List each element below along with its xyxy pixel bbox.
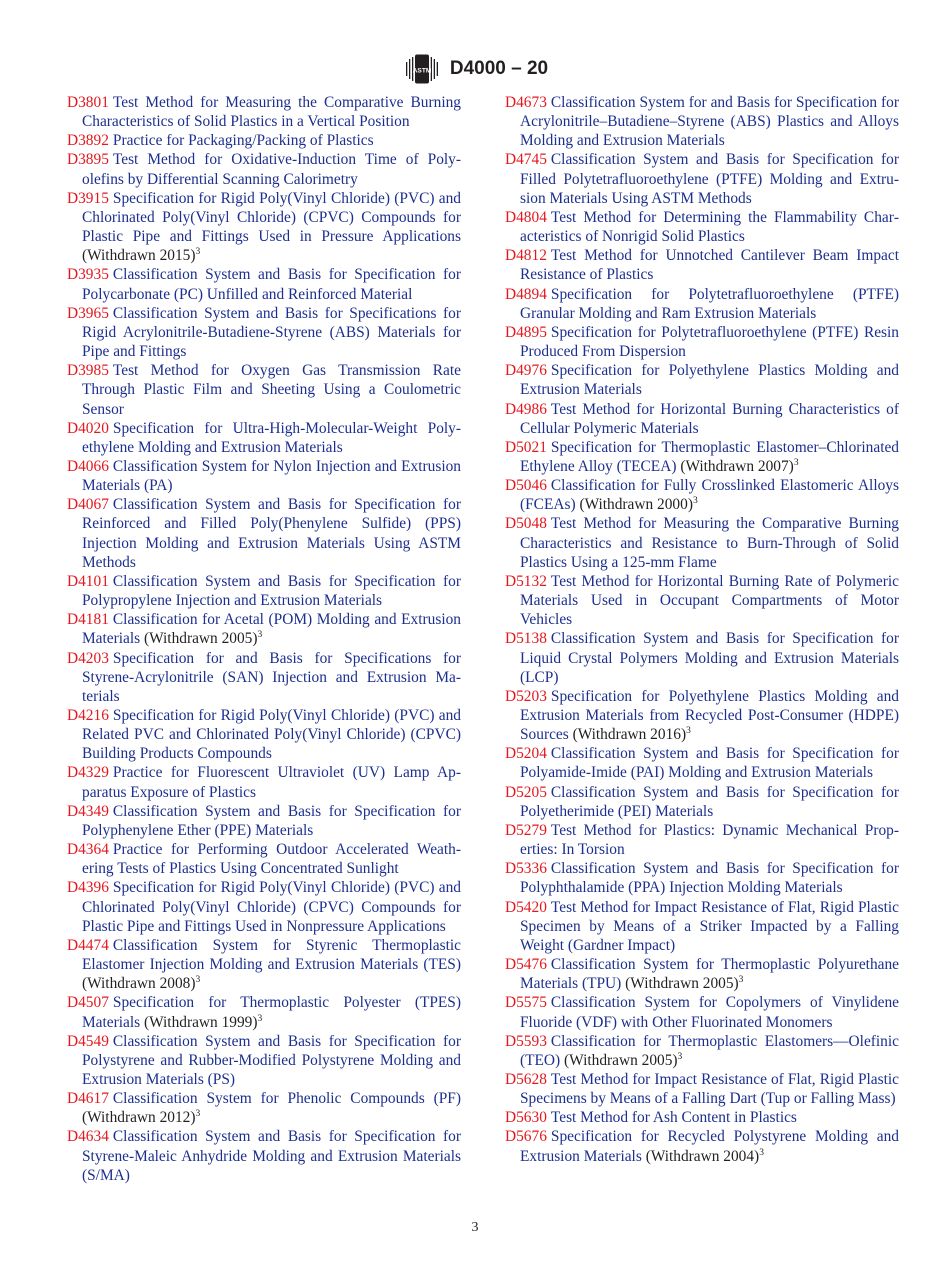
reference-code-link[interactable]: D5593: [505, 1032, 547, 1050]
reference-code-link[interactable]: D4986: [505, 400, 547, 418]
reference-entry: [67, 131, 461, 150]
withdrawn-note: (Withdrawn 2012): [82, 1109, 196, 1127]
withdrawn-note: (Withdrawn 2005): [625, 975, 739, 993]
reference-title-link[interactable]: Classification for Thermoplastic Elastomers—Olefinic (TEO): [520, 1032, 899, 1069]
reference-title-link[interactable]: Classification System for Thermoplastic Polyurethane Materials (TPU): [520, 956, 899, 993]
reference-title-link[interactable]: Specification for Ultra-High-Molecular-Weight Polyethylene Molding and Extrusion Materials: [82, 419, 461, 456]
footnote-marker: 3: [195, 975, 201, 986]
reference-code-link[interactable]: D4396: [67, 879, 109, 897]
reference-title-link[interactable]: Test Method for Measuring the Comparative Burning Characteristics and Resistance to Burn-Through of Solid Plastics Using a 125-mm Flame: [520, 515, 899, 571]
reference-title-link[interactable]: Test Method for Oxygen Gas Transmission Rate Through Plastic Film and Sheeting Using a Coulometric Sensor: [82, 362, 461, 418]
reference-code-link[interactable]: D4067: [67, 496, 109, 514]
withdrawn-note: (Withdrawn 2016): [572, 726, 687, 744]
withdrawn-note: (Withdrawn 2005): [143, 630, 258, 648]
withdrawn-note: (Withdrawn 2000): [579, 496, 693, 514]
reference-title-link[interactable]: Test Method for Unnotched Cantilever Beam Impact Resistance of Plastics: [520, 247, 899, 284]
reference-title-link[interactable]: Specification for Polytetrafluoroethylene (PTFE) Granular Molding and Ram Extrusion Materials: [520, 285, 899, 322]
footnote-marker: 3: [257, 1013, 263, 1024]
reference-code-link[interactable]: D5575: [505, 994, 547, 1012]
reference-title-link[interactable]: Classification for Acetal (POM) Molding and Extrusion Materials: [82, 611, 461, 648]
reference-entry: [67, 878, 461, 935]
reference-entry: [67, 572, 461, 610]
reference-entry: [67, 93, 461, 131]
reference-code-link[interactable]: D5336: [505, 860, 547, 878]
footnote-marker: 3: [686, 726, 691, 737]
reference-entry: [505, 783, 899, 821]
reference-title-link[interactable]: Classification System for Nylon Injection and Extrusion Materials (PA): [82, 457, 461, 495]
reference-code-link[interactable]: D4181: [67, 611, 109, 629]
reference-entry: [505, 285, 899, 323]
footnote-marker: 3: [759, 1147, 764, 1158]
reference-entry: [67, 189, 461, 266]
reference-title-link[interactable]: Specification for Thermoplastic Polyester (TPES) Materials: [82, 994, 461, 1031]
reference-entry: [505, 1032, 899, 1070]
reference-code-link[interactable]: D4066: [67, 457, 109, 475]
reference-code-link[interactable]: D5420: [505, 898, 547, 916]
reference-entry: [67, 993, 461, 1031]
reference-code-link[interactable]: D3895: [67, 151, 109, 169]
reference-title-link[interactable]: Classification System and Basis for Specification for Liquid Crystal Polymers Molding and Extrusion Materials (LCP): [520, 630, 899, 686]
withdrawn-note: (Withdrawn 1999): [143, 1013, 258, 1031]
reference-entry: [505, 629, 899, 686]
reference-title-link[interactable]: Practice for Packaging/Packing of Plastics: [112, 132, 374, 150]
reference-code-link[interactable]: D3892: [67, 132, 109, 150]
reference-title-link[interactable]: Classification for Fully Crosslinked Elastomeric Alloys (FCEAs): [520, 477, 899, 514]
reference-code-link[interactable]: D3935: [67, 266, 109, 284]
reference-title-link[interactable]: Test Method for Determining the Flammability Characteristics of Nonrigid Solid Plastics: [520, 208, 899, 246]
reference-entry: [67, 150, 461, 188]
reference-title-link[interactable]: Test Method for Horizontal Burning Characteristics of Cellular Polymeric Materials: [520, 400, 899, 437]
reference-title-link[interactable]: Classification System and Basis for Specification for Polyphthalamide (PPA) Injection Molding Materials: [520, 860, 899, 897]
reference-title-link[interactable]: Classification System for Phenolic Compounds (PF): [112, 1090, 461, 1108]
reference-code-link[interactable]: D4474: [67, 936, 109, 954]
reference-title-link[interactable]: Test Method for Oxidative-Induction Time of Polyolefins by Differential Scanning Calorimetry: [82, 151, 461, 188]
reference-code-link[interactable]: D3915: [67, 189, 109, 207]
reference-title-link[interactable]: Classification System and Basis for Specification for Filled Polytetrafluoroethylene (PTFE) Molding and Extrusion Materials Using ASTM Methods: [520, 151, 899, 207]
footnote-marker: 3: [195, 247, 201, 258]
reference-code-link[interactable]: D4349: [67, 802, 109, 820]
reference-title-link[interactable]: Specification for Polytetrafluoroethylene (PTFE) Resin Produced From Dispersion: [520, 323, 899, 361]
reference-entry: [505, 208, 899, 246]
reference-code-link[interactable]: D4203: [67, 649, 109, 667]
reference-code-link[interactable]: D5476: [505, 956, 547, 974]
withdrawn-note: (Withdrawn 2004): [645, 1147, 760, 1165]
reference-entry: [505, 687, 899, 744]
reference-entry: [505, 572, 899, 629]
reference-code-link[interactable]: D4020: [67, 419, 109, 437]
page-header: [0, 52, 950, 86]
reference-title-link[interactable]: Test Method for Impact Resistance of Flat, Rigid Plastic Specimen by Means of a Striker Impacted by a Falling Weight (Gardner Impact): [520, 898, 899, 954]
reference-title-link[interactable]: Practice for Performing Outdoor Accelerated Weathering Tests of Plastics Using Concentrated Sunlight: [82, 841, 461, 878]
reference-entry: [67, 936, 461, 993]
reference-code-link[interactable]: D5628: [505, 1070, 547, 1088]
reference-entry: [67, 1089, 461, 1127]
reference-title-link[interactable]: Specification for and Basis for Specifications for Styrene-Acrylonitrile (SAN) Injection and Extrusion Materials: [82, 649, 461, 705]
reference-title-link[interactable]: Test Method for Ash Content in Plastics: [550, 1109, 797, 1127]
reference-entry: [505, 514, 899, 571]
reference-title-link[interactable]: Classification System and Basis for Specification for Polyamide-Imide (PAI) Molding and Extrusion Materials: [520, 745, 899, 782]
withdrawn-note: (Withdrawn 2008): [82, 975, 196, 993]
reference-entry: [505, 859, 899, 897]
reference-code-link[interactable]: D3965: [67, 304, 109, 322]
reference-code-link[interactable]: D4549: [67, 1032, 109, 1050]
reference-code-link[interactable]: D4329: [67, 764, 109, 782]
reference-title-link[interactable]: Classification System for Styrenic Thermoplastic Elastomer Injection Molding and Extrusion Materials (TES): [82, 936, 461, 974]
reference-title-link[interactable]: Test Method for Measuring the Comparative Burning Characteristics of Solid Plastics in a Vertical Position: [82, 94, 461, 131]
astm-logo-icon: [402, 53, 442, 85]
footnote-marker: 3: [195, 1109, 201, 1120]
reference-code-link[interactable]: D4673: [505, 94, 547, 111]
standard-designation: D4000 – 20: [449, 58, 549, 79]
reference-entry: [505, 400, 899, 438]
reference-entry: [505, 361, 899, 399]
logo-text: ASTM: [412, 67, 432, 75]
reference-title-link[interactable]: Classification System and Basis for Specification for Styrene-Maleic Anhydride Molding and Extrusion Materials (S/MA): [82, 1128, 461, 1184]
reference-code-link[interactable]: D4894: [505, 285, 547, 303]
reference-code-link[interactable]: D5204: [505, 745, 547, 763]
reference-title-link[interactable]: Classification System for Copolymers of Vinylidene Fluoride (VDF) with Other Fluorinated Monomers: [520, 994, 899, 1031]
reference-entry: [67, 457, 461, 495]
left-reference-column: [67, 93, 461, 1185]
reference-code-link[interactable]: D4895: [505, 323, 547, 341]
reference-title-link[interactable]: Classification System and Basis for Specifications for Rigid Acrylonitrile-Butadiene-Styrene (ABS) Materials for Pipe and Fittings: [82, 304, 461, 361]
reference-entry: [505, 323, 899, 361]
right-reference-column: [505, 93, 899, 1166]
reference-entry: [505, 955, 899, 993]
reference-code-link[interactable]: D5676: [505, 1128, 547, 1146]
reference-entry: [67, 419, 461, 457]
reference-title-link[interactable]: Classification System and Basis for Specification for Polystyrene and Rubber-Modified Polystyrene Molding and Extrusion Materials (PS): [82, 1032, 461, 1088]
reference-title-link[interactable]: Classification System and Basis for Specification for Polycarbonate (PC) Unfilled and Reinforced Material: [82, 266, 461, 303]
reference-entry: [67, 304, 461, 361]
reference-entry: [67, 361, 461, 418]
footnote-marker: 3: [738, 975, 744, 986]
reference-entry: [505, 1070, 899, 1108]
reference-title-link[interactable]: Specification for Rigid Poly(Vinyl Chloride) (PVC) and Chlorinated Poly(Vinyl Chloride) (CPVC) Compounds for Plastic Pipe and Fittings Used in Nonpressure Applications: [82, 879, 461, 935]
reference-title-link[interactable]: Classification System and Basis for Specification for Polyetherimide (PEI) Materials: [520, 783, 899, 820]
reference-code-link[interactable]: D4745: [505, 151, 547, 169]
footnote-marker: 3: [677, 1051, 683, 1062]
reference-entry: [505, 821, 899, 859]
reference-title-link[interactable]: Specification for Thermoplastic Elastomer–Chlorinated Ethylene Alloy (TECEA): [520, 438, 899, 475]
reference-code-link[interactable]: D4507: [67, 994, 109, 1012]
reference-code-link[interactable]: D4634: [67, 1128, 109, 1146]
reference-title-link[interactable]: Specification for Rigid Poly(Vinyl Chloride) (PVC) and Chlorinated Poly(Vinyl Chloride) (CPVC) Compounds for Plastic Pipe and Fittings Used in Pressure Applications: [82, 189, 461, 246]
reference-entry: [67, 1032, 461, 1089]
reference-entry: [67, 802, 461, 840]
footnote-marker: 3: [692, 496, 698, 507]
reference-code-link[interactable]: D5048: [505, 515, 547, 533]
reference-code-link[interactable]: D5203: [505, 687, 547, 705]
reference-code-link[interactable]: D5021: [505, 438, 547, 456]
reference-code-link[interactable]: D5046: [505, 477, 547, 495]
reference-entry: [67, 265, 461, 303]
reference-entry: [505, 438, 899, 476]
reference-entry: [505, 1127, 899, 1165]
reference-entry: [67, 610, 461, 648]
reference-entry: [505, 246, 899, 284]
reference-code-link[interactable]: D4364: [67, 841, 109, 859]
footnote-marker: 3: [257, 630, 263, 641]
reference-title-link[interactable]: Test Method for Plastics: Dynamic Mechanical Properties: In Torsion: [520, 821, 899, 859]
reference-entry: [505, 1108, 899, 1127]
reference-title-link[interactable]: Test Method for Horizontal Burning Rate of Polymeric Materials Used in Occupant Compartments of Motor Vehicles: [520, 572, 899, 629]
reference-entry: [67, 763, 461, 801]
reference-code-link[interactable]: D4216: [67, 707, 109, 724]
reference-title-link[interactable]: Test Method for Impact Resistance of Flat, Rigid Plastic Specimens by Means of a Falling Dart (Tup or Falling Mass): [520, 1070, 899, 1108]
reference-code-link[interactable]: D4804: [505, 208, 547, 226]
reference-entry: [67, 495, 461, 572]
reference-title-link[interactable]: Specification for Polyethylene Plastics Molding and Extrusion Materials from Recycled Post-Consumer (HDPE) Sources: [520, 687, 899, 744]
reference-title-link[interactable]: Classification System and Basis for Specification for Reinforced and Filled Poly(Phenylene Sulfide) (PPS) Injection Molding and Extrusion Materials Using ASTM Methods: [82, 496, 461, 571]
reference-code-link[interactable]: D4617: [67, 1090, 109, 1108]
reference-entry: [67, 649, 461, 706]
reference-code-link[interactable]: D4101: [67, 572, 109, 590]
reference-code-link[interactable]: D5630: [505, 1109, 547, 1127]
reference-title-link[interactable]: Classification System and Basis for Specification for Polypropylene Injection and Extrusion Materials: [82, 572, 461, 610]
reference-entry: [505, 93, 899, 150]
reference-entry: [505, 993, 899, 1031]
reference-title-link[interactable]: Specification for Polyethylene Plastics Molding and Extrusion Materials: [520, 362, 899, 399]
reference-code-link[interactable]: D3985: [67, 362, 109, 380]
reference-code-link[interactable]: D5205: [505, 783, 547, 801]
reference-entry: [67, 840, 461, 878]
reference-title-link[interactable]: Specification for Rigid Poly(Vinyl Chloride) (PVC) and Related PVC and Chlorinated Poly(Vinyl Chloride) (CPVC) Building Products Compounds: [82, 707, 461, 763]
reference-entry: [505, 476, 899, 514]
reference-entry: [505, 150, 899, 207]
reference-code-link[interactable]: D5279: [505, 821, 547, 839]
reference-code-link[interactable]: D3801: [67, 94, 109, 111]
reference-code-link[interactable]: D4812: [505, 247, 547, 265]
reference-title-link[interactable]: Practice for Fluorescent Ultraviolet (UV) Lamp Apparatus Exposure of Plastics: [82, 764, 461, 801]
reference-entry: [67, 706, 461, 763]
reference-code-link[interactable]: D5132: [505, 572, 547, 590]
footnote-marker: 3: [793, 457, 799, 468]
reference-title-link[interactable]: Classification System for and Basis for Specification for Acrylonitrile–Butadiene–Styrene (ABS) Plastics and Alloys Molding and Extrusion Materials: [520, 94, 899, 150]
reference-entry: [67, 1127, 461, 1184]
reference-entry: [505, 744, 899, 782]
withdrawn-note: (Withdrawn 2005): [564, 1051, 678, 1069]
withdrawn-note: (Withdrawn 2007): [680, 457, 794, 475]
reference-entry: [505, 898, 899, 955]
page-number: 3: [471, 1220, 479, 1235]
reference-code-link[interactable]: D4976: [505, 362, 547, 380]
reference-title-link[interactable]: Classification System and Basis for Specification for Polyphenylene Ether (PPE) Materials: [82, 802, 461, 839]
reference-code-link[interactable]: D5138: [505, 630, 547, 648]
reference-title-link[interactable]: Specification for Recycled Polystyrene Molding and Extrusion Materials: [520, 1128, 899, 1165]
withdrawn-note: (Withdrawn 2015): [82, 247, 196, 265]
